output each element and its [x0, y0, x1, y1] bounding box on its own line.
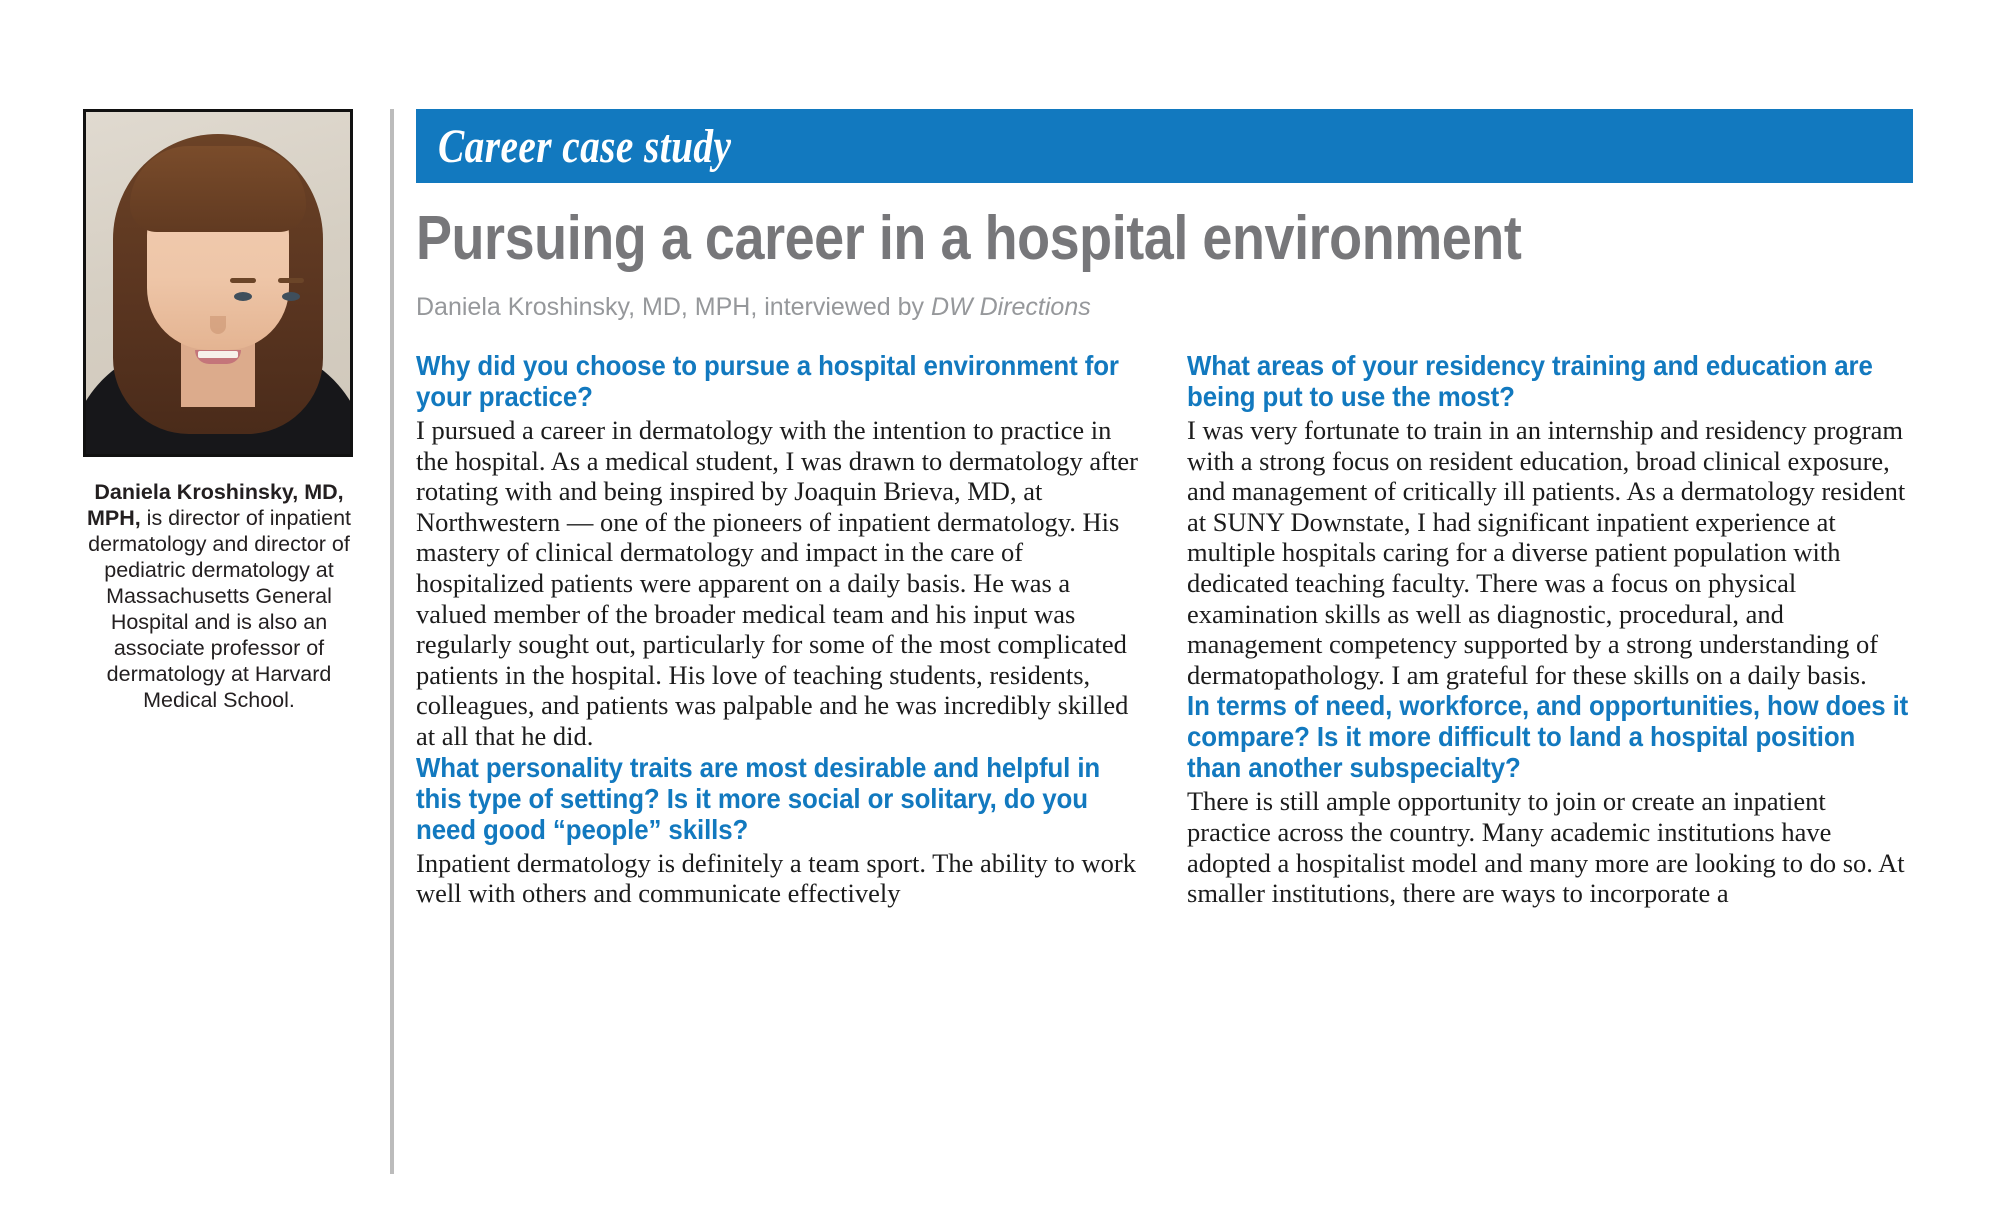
author-caption: [83, 479, 355, 713]
portrait-nose: [210, 316, 226, 334]
author-caption-text: is director of inpatient dermatology and director of pediatric dermatology at Massachusetts General Hospital and is also an associate professor of dermatology at Harvard Medical School.: [88, 506, 352, 712]
question-heading: Why did you choose to pursue a hospital environment for your practice?: [416, 350, 1119, 412]
question-heading: What personality traits are most desirable and helpful in this type of setting? Is it more social or solitary, do you need good “people” skills?: [416, 751, 1101, 845]
section-kicker-bar: [416, 109, 1913, 183]
article-content: [416, 109, 1913, 1220]
column-divider-rule: [390, 109, 394, 1174]
answer-paragraph: I was very fortunate to train in an internship and residency program with a strong focus on resident education, broad clinical exposure, and management of critically ill patients. As a dermatology resident at SUNY Downstate, I had significant inpatient experience at multiple hospitals caring for a diverse patient population with dedicated teaching faculty. There was a focus on physical examination skills as well as diagnostic, procedural, and management competency supported by a strong understanding of dermatopathology. I am grateful for these skills on a daily basis.: [1187, 415, 1906, 690]
author-portrait: [83, 109, 353, 457]
page-title: Pursuing a career in a hospital environment: [416, 204, 1522, 273]
answer-paragraph: Inpatient dermatology is definitely a team sport. The ability to work well with others and communicate effectively: [416, 847, 1136, 909]
author-caption-name: Daniela Kroshinsky, MD, MPH,: [86, 480, 344, 530]
answer-paragraph: I pursued a career in dermatology with the intention to practice in the hospital. As a medical student, I was drawn to dermatology after rotating with and being inspired by Joaquin Brieva, MD, at Northwestern — one of the pioneers of inpatient dermatology. His mastery of clinical dermatology and impact in the care of hospitalized patients were apparent on a daily basis. He was a valued member of the broader medical team and his input was regularly sought out, particularly for some of the most complicated patients in the hospital. His love of teaching students, residents, colleagues, and patients was palpable and he was incredibly skilled at all that he did.: [416, 415, 1138, 751]
answer-paragraph: There is still ample opportunity to join or create an inpatient practice across the country. Many academic institutions have adopted a hospitalist model and many more are looking to do so. At smaller institutions, there are ways to incorporate a: [1187, 786, 1905, 909]
article-columns: [416, 350, 1913, 1220]
portrait-teeth: [198, 351, 238, 358]
byline-prefix: Daniela Kroshinsky, MD, MPH, interviewed by: [416, 293, 931, 321]
portrait-mouth: [195, 350, 241, 364]
qa-block: [1187, 690, 1912, 908]
byline-publication: DW Directions: [931, 293, 1091, 321]
column-left: [416, 350, 1141, 1220]
portrait-eye-right: [282, 292, 300, 301]
qa-block: [1187, 350, 1912, 690]
portrait-eyebrow-right: [278, 278, 304, 283]
portrait-fringe: [130, 146, 306, 232]
column-right: [1187, 350, 1912, 1220]
byline: [416, 292, 1913, 322]
qa-block: [416, 752, 1141, 909]
qa-block: [416, 350, 1141, 752]
question-heading: In terms of need, workforce, and opportunities, how does it compare? Is it more difficult to land a hospital position than another subspecialty?: [1187, 690, 1909, 784]
section-kicker-label: Career case study: [438, 119, 732, 173]
question-heading: What areas of your residency training and education are being put to use the most?: [1187, 350, 1873, 412]
sidebar-author-block: [83, 109, 355, 713]
portrait-eyebrow-left: [230, 278, 256, 283]
portrait-eye-left: [234, 292, 252, 301]
